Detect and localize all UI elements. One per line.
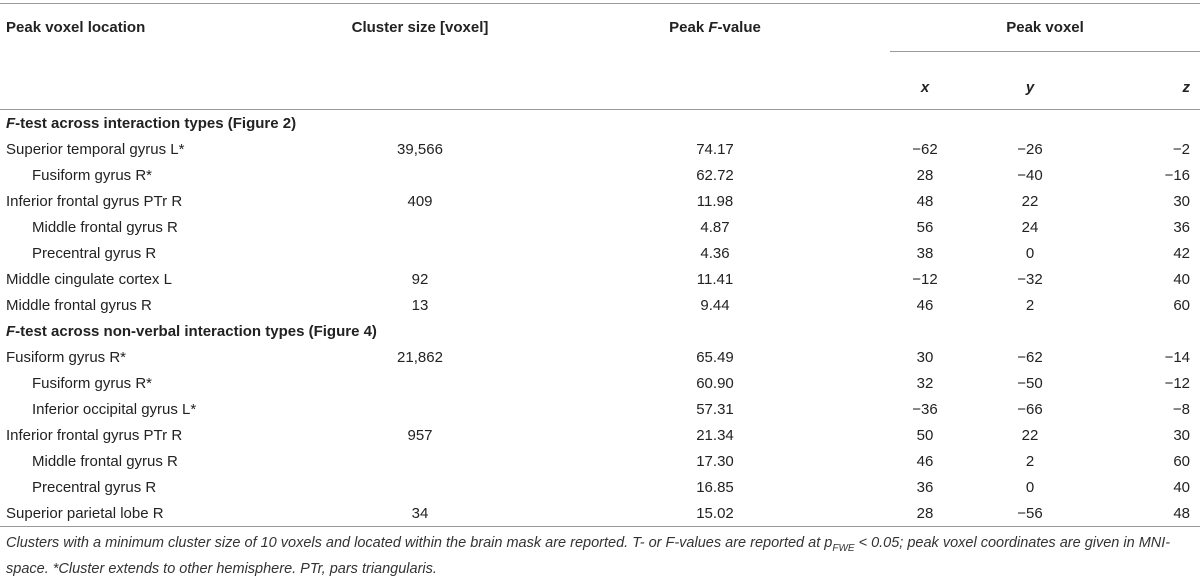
cell-y: −50	[1017, 374, 1043, 392]
cell-z: 42	[1173, 244, 1191, 262]
table-row	[0, 500, 1200, 527]
cell-peak-f: 15.02	[540, 500, 890, 527]
cell-x: 28	[916, 166, 934, 184]
cell-location: Fusiform gyrus R*	[6, 348, 127, 366]
cell-x: −12	[912, 270, 938, 288]
cell-location: Middle frontal gyrus R	[6, 296, 152, 314]
cell-y: 22	[1021, 192, 1039, 210]
table-body	[0, 110, 1200, 527]
section-title: F-test across non-verbal interaction types (Figure 4)	[6, 322, 377, 340]
cell-y: −40	[1017, 166, 1043, 184]
cell-x: 46	[916, 296, 934, 314]
cell-peak-f: 57.31	[696, 400, 734, 418]
table-row	[0, 266, 1200, 292]
header-blank-1	[0, 65, 300, 110]
cell-z: −12	[1164, 374, 1191, 392]
cell-x: 36	[916, 478, 934, 496]
cell-x: −62	[912, 140, 938, 158]
cell-z: 60	[1173, 296, 1191, 314]
cell-cluster-size: 92	[411, 270, 429, 288]
cell-y: −32	[1017, 270, 1043, 288]
cell-y: 2	[1025, 452, 1035, 470]
cell-location: Superior temporal gyrus L*	[6, 140, 185, 158]
cell-cluster-size: 409	[407, 192, 433, 210]
header-y: y	[960, 65, 1100, 110]
cell-peak-f: 65.49	[696, 348, 734, 366]
table-row	[0, 292, 1200, 318]
cell-x: 30	[916, 348, 934, 366]
cell-x: 38	[916, 244, 934, 262]
table-row	[0, 344, 1200, 370]
table-row	[0, 370, 1200, 396]
header-x: x	[890, 65, 960, 110]
cell-peak-f: 4.87	[700, 218, 730, 236]
cell-location: Precentral gyrus R	[32, 244, 157, 262]
header-peak-voxel: Peak voxel	[890, 4, 1200, 66]
cell-location: Middle frontal gyrus R	[32, 218, 178, 236]
cell-y: 22	[1021, 426, 1039, 444]
table-row	[0, 162, 1200, 188]
header-blank-2	[300, 65, 540, 110]
cell-peak-f: 21.34	[696, 426, 734, 444]
cell-peak-f: 9.44	[700, 296, 730, 314]
cell-location: Inferior frontal gyrus PTr R	[6, 426, 183, 444]
cell-peak-f: 62.72	[696, 166, 734, 184]
cell-y: −56	[960, 500, 1100, 527]
cell-y: 2	[1025, 296, 1035, 314]
cell-cluster-size: 13	[411, 296, 429, 314]
section-header	[0, 110, 1200, 137]
cell-x: 28	[890, 500, 960, 527]
cell-y: −62	[1017, 348, 1043, 366]
header-z: z	[1100, 65, 1200, 110]
cell-cluster-size: 34	[300, 500, 540, 527]
cell-peak-f: 17.30	[696, 452, 734, 470]
cell-x: 48	[916, 192, 934, 210]
cell-z: 48	[1100, 500, 1200, 527]
cell-z: −2	[1172, 140, 1191, 158]
cell-location: Middle cingulate cortex L	[6, 270, 172, 288]
table-row	[0, 396, 1200, 422]
cell-y: −26	[1017, 140, 1043, 158]
cell-peak-f: 11.41	[696, 270, 734, 288]
cell-location: Middle frontal gyrus R	[32, 452, 178, 470]
cell-z: −16	[1164, 166, 1191, 184]
header-blank-3	[540, 65, 890, 110]
table-row	[0, 214, 1200, 240]
table-row	[0, 136, 1200, 162]
results-table	[0, 3, 1200, 527]
section-title: F-test across interaction types (Figure 2)	[6, 114, 297, 132]
table-row	[0, 474, 1200, 500]
cell-cluster-size	[300, 396, 540, 422]
cell-cluster-size	[300, 240, 540, 266]
header-peak-f: Peak F-value	[540, 4, 890, 66]
cell-peak-f: 11.98	[696, 192, 734, 210]
cell-location: Fusiform gyrus R*	[32, 166, 153, 184]
cell-z: 40	[1173, 478, 1191, 496]
cell-y: −66	[1017, 400, 1043, 418]
cell-cluster-size: 39,566	[397, 140, 443, 158]
cell-location: Inferior occipital gyrus L*	[32, 400, 197, 418]
cell-y: 0	[1025, 478, 1035, 496]
cell-z: 60	[1173, 452, 1191, 470]
cell-peak-f: 60.90	[696, 374, 734, 392]
cell-cluster-size: 957	[407, 426, 433, 444]
header-cluster-size: Cluster size [voxel]	[300, 4, 540, 66]
cell-peak-f: 74.17	[696, 140, 734, 158]
cell-x: 56	[916, 218, 934, 236]
cell-peak-f: 4.36	[700, 244, 730, 262]
cell-y: 24	[1021, 218, 1039, 236]
table-row	[0, 422, 1200, 448]
cell-location: Precentral gyrus R	[32, 478, 157, 496]
cell-cluster-size	[300, 448, 540, 474]
cell-z: −8	[1172, 400, 1191, 418]
cell-cluster-size	[300, 214, 540, 240]
cell-cluster-size: 21,862	[397, 348, 443, 366]
header-location: Peak voxel location	[0, 4, 300, 66]
cell-x: 50	[916, 426, 934, 444]
cell-cluster-size	[300, 370, 540, 396]
cell-z: 40	[1173, 270, 1191, 288]
cell-z: 36	[1173, 218, 1191, 236]
cell-x: 46	[916, 452, 934, 470]
cell-x: −36	[912, 400, 938, 418]
table-row	[0, 240, 1200, 266]
cell-y: 0	[1025, 244, 1035, 262]
table-row	[0, 188, 1200, 214]
table-footnote: Clusters with a minimum cluster size of 10 voxels and located within the brain mask are reported. T- or F-values are reported at $p_{FWE} < 0.05$; peak voxel coordinates are given in MNI-space. *Cluster extends to other hemisphere. PTr, pars triangularis.	[6, 535, 1171, 577]
cell-x: 32	[916, 374, 934, 392]
cell-cluster-size	[300, 162, 540, 188]
cell-location: Inferior frontal gyrus PTr R	[6, 192, 183, 210]
cell-peak-f: 16.85	[696, 478, 734, 496]
cell-location: Fusiform gyrus R*	[32, 374, 153, 392]
section-header	[0, 318, 1200, 344]
cell-cluster-size	[300, 474, 540, 500]
cell-z: −14	[1164, 348, 1191, 366]
cell-location: Superior parietal lobe R	[0, 500, 300, 527]
cell-z: 30	[1173, 192, 1191, 210]
table-row	[0, 448, 1200, 474]
cell-z: 30	[1173, 426, 1191, 444]
